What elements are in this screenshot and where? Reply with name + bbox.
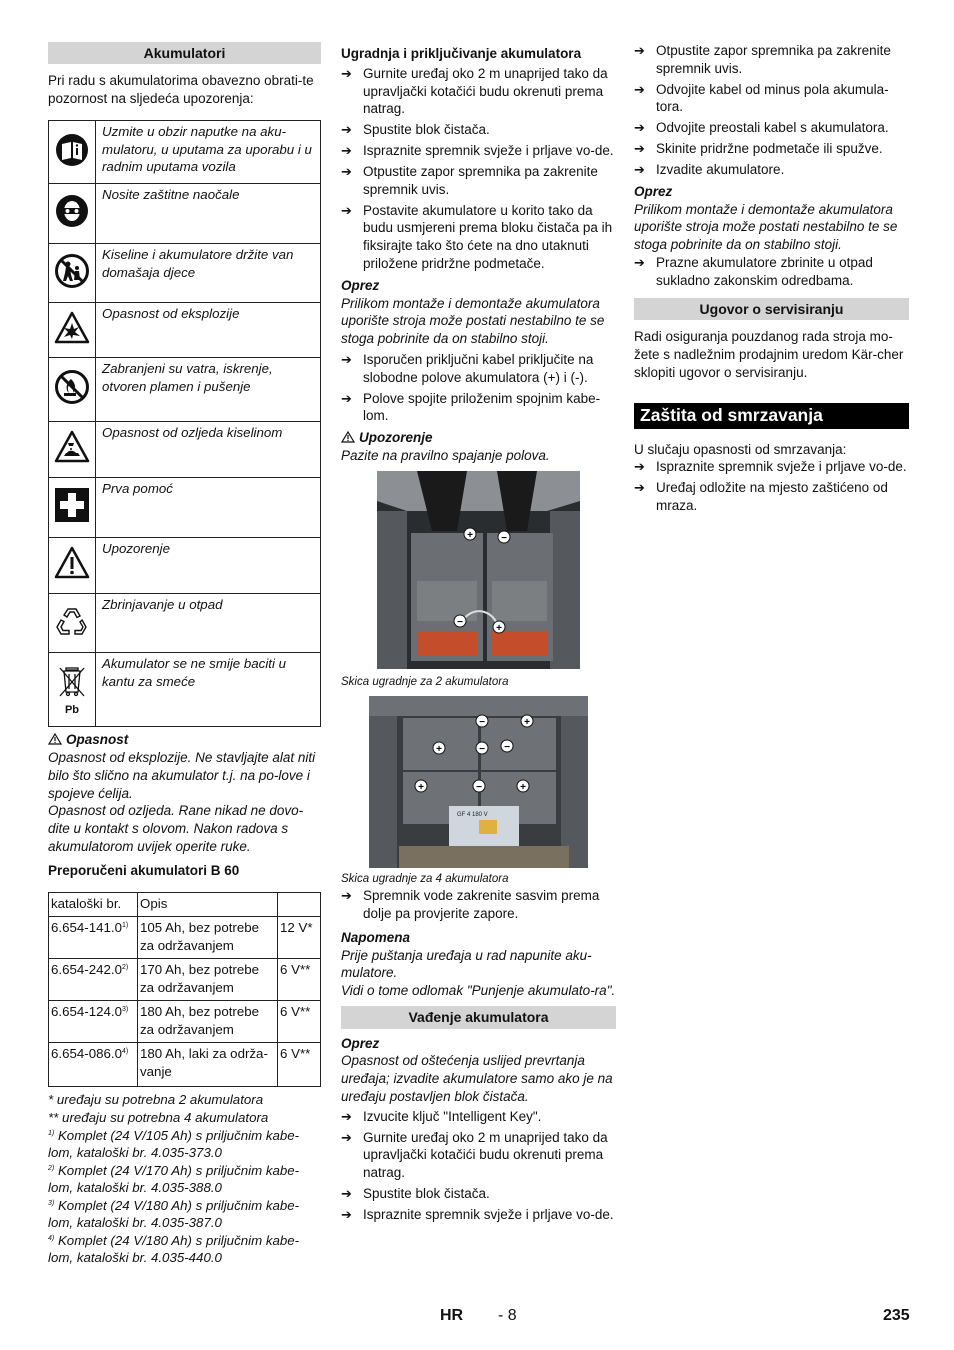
step: ➔ Polove spojite priloženim spojnim kabe-lom. [341, 390, 601, 424]
section-page-number: - 8 [498, 1307, 517, 1324]
svg-text:−: − [457, 616, 463, 628]
header-description: Opis [138, 892, 278, 917]
step: ➔ Uređaj odložite na mjesto zaštićeno od mraza. [634, 480, 888, 513]
explosion-icon [49, 303, 96, 358]
service-text: Radi osiguranja pouzdanog rada stroja mo-žete s nadležnim prodajnim uredom Kär-cher sklopiti ugovor o servisiranju. [634, 329, 904, 380]
step: ➔ Odvojite preostali kabel s akumulatora. [634, 120, 889, 136]
symbol-row [49, 303, 321, 358]
photo-caption-4: Skica ugradnje za 4 akumulatora [341, 873, 509, 886]
symbol-row [49, 478, 321, 538]
cell-voltage: 6 V** [278, 1043, 321, 1087]
section-title-removal: Vađenje akumulatora [341, 1006, 616, 1028]
recommended-batteries-heading: Preporučeni akumulatori B 60 [48, 862, 240, 878]
warning-heading: Upozorenje [341, 429, 616, 447]
arrow-icon: ➔ [341, 1206, 352, 1222]
step: ➔ Postavite akumulatore u korito tako da budu usmjereni prema bloku čistača pa ih fiksirajte tako što ćete na dno utaknuti priložene pridržne podmetače. [341, 202, 613, 271]
step: ➔ Otpustite zapor spremnika pa zakrenite spremnik uvis. [634, 43, 891, 76]
caution-label: Oprez [634, 183, 673, 199]
pb-label: Pb [64, 703, 80, 716]
page-footer [0, 1305, 954, 1335]
step: ➔ Ispraznite spremnik svježe i prljave vo-de. [341, 1206, 614, 1222]
symbol-row [49, 358, 321, 422]
goggles-icon [49, 184, 96, 244]
danger-heading [48, 731, 321, 749]
symbol-row [49, 184, 321, 244]
photo-caption-2: Skica ugradnje za 2 akumulatora [341, 675, 509, 688]
step: ➔ Skinite pridržne podmetače ili spužve. [634, 141, 883, 157]
symbol-row [49, 653, 321, 727]
arrow-icon: ➔ [634, 81, 645, 97]
symbol-text: Kiseline i akumulatore držite van domašaja djece [96, 244, 321, 303]
table-row [49, 1043, 321, 1087]
arrow-icon: ➔ [341, 390, 352, 406]
arrow-icon: ➔ [634, 120, 645, 136]
column-left [48, 42, 321, 1267]
svg-text:−: − [476, 782, 482, 794]
arrow-icon: ➔ [341, 143, 352, 159]
step: ➔ Spustite blok čistača. [341, 122, 490, 138]
battery-table [48, 892, 321, 1088]
footnote: ** uređaju su potrebna 4 akumulatora [48, 1109, 269, 1125]
batteries-intro: Pri radu s akumulatorima obavezno obrati-te pozornost na sljedeća upozorenja: [48, 73, 314, 107]
symbol-row [49, 538, 321, 594]
warning-symbol-table [48, 120, 321, 727]
svg-text:+: + [520, 782, 526, 794]
arrow-icon: ➔ [341, 888, 352, 904]
step: ➔ Spustite blok čistača. [341, 1186, 490, 1202]
no-fire-icon [49, 358, 96, 422]
svg-text:+: + [436, 744, 442, 756]
manual-icon [49, 121, 96, 184]
table-row [49, 959, 321, 1001]
step: ➔ Gurnite uređaj oko 2 m unaprijed tako da upravljački kotačići budu okrenuti prema natrag. [341, 1129, 608, 1181]
svg-text:−: − [504, 742, 510, 754]
symbol-text: Zabranjeni su vatra, iskrenje, otvoren plamen i pušenje [96, 358, 321, 422]
cell-voltage: 12 V* [278, 917, 321, 959]
footnote: * uređaju su potrebna 2 akumulatora [48, 1092, 264, 1108]
svg-text:−: − [479, 744, 485, 756]
svg-text:+: + [418, 782, 424, 794]
header-catalog-no: kataloški br. [49, 892, 138, 917]
symbol-text: Uzmite u obzir naputke na aku-mulatoru, u uputama za uporabu i u radnim uputama vozila [96, 121, 321, 184]
warning-icon [341, 431, 355, 443]
page-number: 235 [883, 1307, 910, 1324]
battery-photo-2 [377, 471, 580, 669]
cell-voltage: 6 V** [278, 1001, 321, 1043]
cell-catalog-no: 6.654-124.0$^{3)}$ [49, 1001, 138, 1043]
section-title-batteries: Akumulatori [48, 42, 321, 64]
cell-catalog-no: 6.654-086.0$^{4)}$ [49, 1043, 138, 1087]
cell-description: 180 Ah, laki za održa-vanje [138, 1043, 278, 1087]
footnote: $^{3)}$ Komplet (24 V/180 Ah) s priljučnim kabe-lom, kataloški br. 4.035-387.0 [48, 1197, 300, 1231]
section-title-service: Ugovor o servisiranju [634, 298, 909, 320]
svg-text:−: − [479, 717, 485, 729]
step: ➔ Odvojite kabel od minus pola akumula-tora. [634, 81, 889, 115]
symbol-row [49, 244, 321, 303]
note-text-reference: Vidi o tome odlomak "Punjenje akumulato-ra". [341, 983, 616, 999]
symbol-row [49, 422, 321, 478]
danger-text-injury: Opasnost od ozljeda. Rane nikad ne dovo-dite u kontakt s olovom. Nakon radova s akumulatorom uvijek operite ruke. [48, 803, 304, 854]
table-row [49, 917, 321, 959]
crossed-bin-icon [49, 653, 96, 727]
column-middle [341, 42, 616, 1227]
symbol-text: Opasnost od eksplozije [96, 303, 321, 358]
recycling-icon [49, 594, 96, 653]
cell-description: 105 Ah, bez potrebe za održavanjem [138, 917, 278, 959]
caution-label: Oprez [341, 1035, 380, 1051]
arrow-icon: ➔ [341, 352, 352, 367]
arrow-icon: ➔ [341, 1108, 352, 1124]
section-title-frost: Zaštita od smrzavanja [634, 403, 909, 428]
warning-text: Pazite na pravilno spajanje polova. [341, 448, 550, 464]
symbol-text: Prva pomoć [96, 478, 321, 538]
svg-text:+: + [524, 717, 530, 729]
cell-catalog-no: 6.654-242.0$^{2)}$ [49, 959, 138, 1001]
symbol-row [49, 594, 321, 653]
arrow-icon: ➔ [341, 122, 352, 138]
step: ➔ Spremnik vode zakrenite sasvim prema dolje pa provjerite zapore. [341, 888, 600, 922]
svg-text:−: − [501, 532, 507, 544]
warning-icon [49, 538, 96, 594]
step: ➔ Ispraznite spremnik svježe i prljave vo-de. [634, 459, 907, 475]
note-text-charge: Prije puštanja uređaja u rad napunite aku-mulatore. [341, 947, 592, 981]
caution-text: Opasnost od oštećenja uslijed prevrtanja uređaja; izvadite akumulatore samo ako je na uređaju postavljen blok čistača. [341, 1053, 613, 1104]
step: ➔ Isporučen priključni kabel priključite na slobodne polove akumulatora (+) i (-). [341, 352, 594, 385]
header-voltage [278, 892, 321, 917]
table-header-row [49, 892, 321, 917]
arrow-icon: ➔ [341, 163, 352, 179]
arrow-icon: ➔ [341, 202, 352, 218]
symbol-text: Nosite zaštitne naočale [96, 184, 321, 244]
frost-intro: U slučaju opasnosti od smrzavanja: [634, 441, 847, 457]
step: ➔ Izvucite ključ "Intelligent Key". [341, 1108, 542, 1124]
footnote: $^{4)}$ Komplet (24 V/180 Ah) s priljučnim kabe-lom, kataloški br. 4.035-440.0 [48, 1232, 300, 1266]
note-label: Napomena [341, 929, 411, 945]
step: ➔ Otpustite zapor spremnika pa zakrenite spremnik uvis. [341, 163, 598, 197]
column-right [634, 42, 909, 518]
install-heading: Ugradnja i priključivanje akumulatora [341, 46, 582, 61]
symbol-row [49, 121, 321, 184]
danger-label: Opasnost [66, 732, 129, 748]
caution-label: Oprez [341, 277, 380, 293]
arrow-icon: ➔ [634, 254, 645, 270]
symbol-text: Opasnost od ozljeda kiselinom [96, 422, 321, 478]
first-aid-icon [49, 478, 96, 538]
step: ➔ Izvadite akumulatore. [634, 161, 785, 177]
language-code: HR [440, 1307, 464, 1324]
arrow-icon: ➔ [341, 1129, 352, 1145]
table-footnotes [48, 1091, 321, 1266]
cell-voltage: 6 V** [278, 959, 321, 1001]
symbol-text: Upozorenje [96, 538, 321, 594]
step: ➔ Prazne akumulatore zbrinite u otpad sukladno zakonskim odredbama. [634, 254, 873, 288]
cell-description: 170 Ah, bez potrebe za održavanjem [138, 959, 278, 1001]
battery-photo-4 [369, 696, 588, 868]
arrow-icon: ➔ [634, 141, 645, 157]
warning-icon [48, 733, 62, 745]
symbol-text: Zbrinjavanje u otpad [96, 594, 321, 653]
step: ➔ Ispraznite spremnik svježe i prljave vo-de. [341, 143, 614, 159]
arrow-icon: ➔ [341, 1186, 352, 1202]
symbol-text: Akumulator se ne smije baciti u kantu za smeće [96, 653, 321, 727]
danger-text-explosion: Opasnost od eksplozije. Ne stavljajte alat niti bilo što slično na akumulator t.j. na po-love i spojeve ćelija. [48, 749, 316, 801]
caution-text: Prilikom montaže i demontaže akumulatora uporište stroja može postati nestabilno te se stoga pobrinite da on stabilno stoji. [341, 295, 605, 347]
footnote: $^{2)}$ Komplet (24 V/170 Ah) s priljučnim kabe-lom, kataloški br. 4.035-388.0 [48, 1162, 300, 1196]
arrow-icon: ➔ [341, 65, 352, 81]
arrow-icon: ➔ [634, 161, 645, 177]
charger-label: GF 4 180 V [457, 812, 488, 819]
svg-text:+: + [496, 622, 502, 634]
arrow-icon: ➔ [634, 480, 645, 496]
children-prohibited-icon [49, 244, 96, 303]
caution-text: Prilikom montaže i demontaže akumulatora uporište stroja može postati nestabilno te se stoga pobrinite da on stabilno stoji. [634, 201, 898, 253]
arrow-icon: ➔ [634, 43, 645, 58]
cell-catalog-no: 6.654-141.0$^{1)}$ [49, 917, 138, 959]
svg-text:+: + [467, 529, 473, 541]
step: ➔ Gurnite uređaj oko 2 m unaprijed tako da upravljački kotačići budu okrenuti prema natrag. [341, 65, 608, 117]
cell-description: 180 Ah, bez potrebe za održavanjem [138, 1001, 278, 1043]
footnote: $^{1)}$ Komplet (24 V/105 Ah) s priljučnim kabe-lom, kataloški br. 4.035-373.0 [48, 1127, 300, 1161]
arrow-icon: ➔ [634, 459, 645, 475]
table-row [49, 1001, 321, 1043]
acid-icon [49, 422, 96, 478]
